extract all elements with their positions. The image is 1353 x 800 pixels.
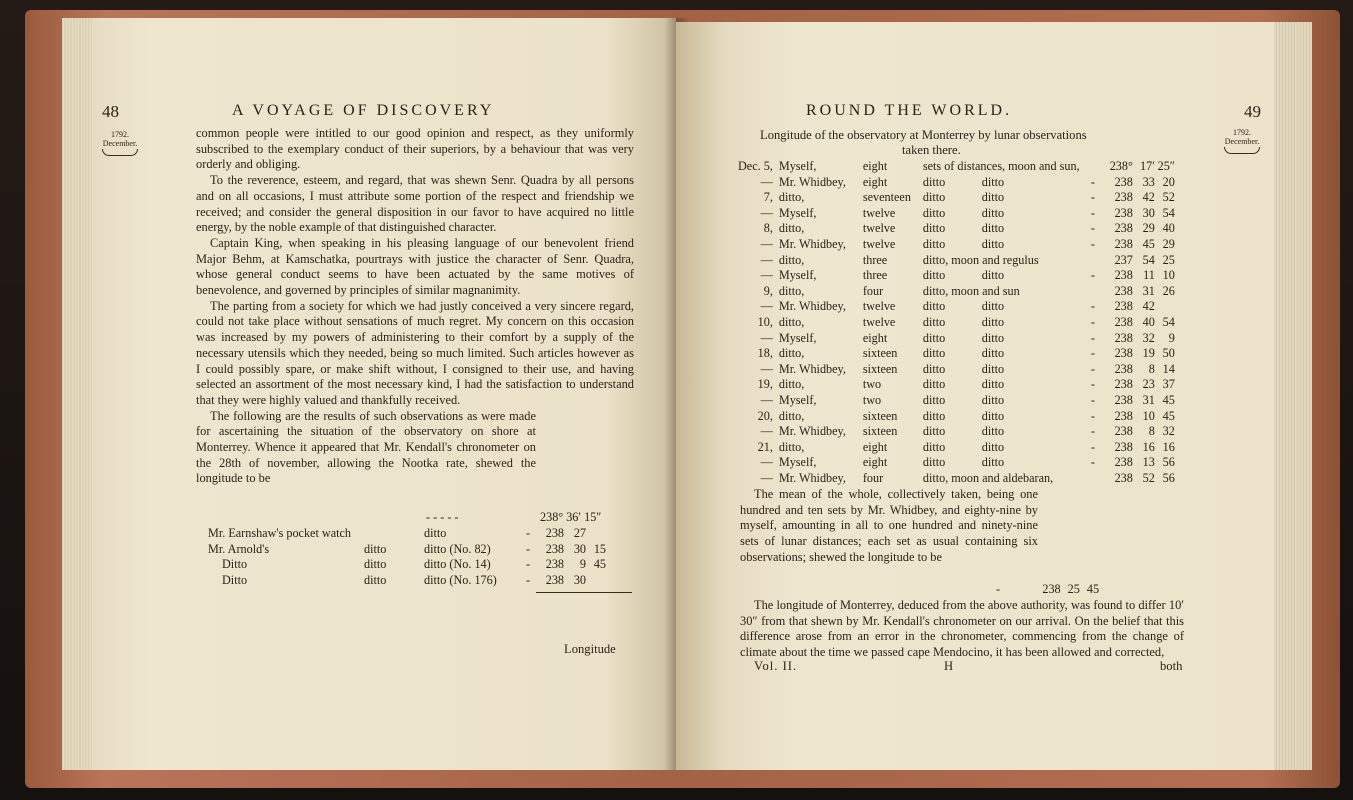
set-count: seventeen — [862, 190, 911, 205]
degrees: 238 — [1114, 283, 1133, 298]
paragraph: The parting from a society for which we had justly conceived a very sincere regard, could not take place without sensations of much regret. My concern on this occasion was increased by my powers of administering to their comfort by a supply of the necessary utensils which they needed, being so much limited. Such articles however as I could possibly spare, or make shift without, I consigned to their use, and having selected an assortment of the most necessary kind, I had the satisfaction to understand that they were highly valued and thankfully received. — [196, 298, 634, 407]
table-row — [738, 409, 1175, 425]
observer: Myself, — [778, 159, 817, 173]
obs-date: — — [760, 252, 773, 267]
dash — [1091, 284, 1103, 300]
paragraph: common people were intitled to our good opinion and respect, as they uniformly subscribed to the exemplary conduct of their superiors, by a behaviour that was very orderly and obliging. — [196, 126, 634, 172]
description: ditto ditto — [922, 455, 1005, 470]
table-row — [738, 315, 1175, 331]
catchword: both — [1160, 659, 1183, 673]
description: ditto (No. 14) — [424, 557, 491, 572]
sum-rule — [536, 592, 632, 593]
obs-date: 19, — [757, 377, 773, 392]
margin-month: December. — [102, 139, 138, 148]
obs-date: 8, — [763, 221, 773, 236]
obs-date: — — [760, 236, 773, 251]
degrees: 238 — [1042, 582, 1061, 596]
dash: - — [1090, 408, 1095, 423]
set-count: four — [862, 470, 884, 485]
table-row — [208, 526, 606, 542]
observer: ditto, — [778, 439, 805, 454]
dash: - — [526, 573, 531, 588]
table-row — [738, 362, 1175, 378]
dash: - — [1090, 190, 1095, 205]
degrees: 238 — [1114, 299, 1133, 314]
description: ditto ditto — [922, 268, 1005, 283]
paragraph: The longitude of Monterrey, deduced from the above authority, was found to differ 10′ 30″ from that shewn by Mr. Kendall's chronometer on our arrival. On the belief that this difference arose from an error in the chronometer, commencing from the change of climate about the time we passed cape Mendocino, it has been allowed and corrected, — [740, 598, 1184, 660]
table-row — [738, 331, 1175, 347]
degrees: 238 — [1114, 190, 1133, 205]
set-count: eight — [862, 330, 888, 345]
signature-vol: Vol. II. — [754, 659, 798, 673]
minutes: 8 — [1148, 424, 1155, 439]
dash: - — [526, 541, 531, 556]
minutes: 31 — [1142, 392, 1155, 407]
description: ditto — [424, 526, 447, 540]
description: ditto, moon and sun — [922, 283, 1020, 298]
running-head: ROUND THE WORLD. — [806, 102, 1013, 119]
description: ditto, moon and aldebaran, — [922, 470, 1054, 485]
seconds: 37 — [1162, 377, 1175, 392]
margin-date — [1220, 128, 1264, 154]
degrees: 238 — [1114, 392, 1133, 407]
degrees: 238 — [545, 573, 564, 588]
observer: ditto, — [778, 346, 805, 361]
set-count: two — [862, 392, 882, 407]
minutes: 32 — [1142, 330, 1155, 345]
degrees: 238 — [1114, 205, 1133, 220]
table-row — [208, 542, 606, 558]
instrument — [364, 526, 424, 542]
chronometer-name: Ditto — [222, 573, 248, 588]
page-edges-right — [1270, 22, 1312, 770]
margin-month: December. — [1224, 137, 1260, 146]
table-row — [738, 346, 1175, 362]
table-row — [208, 573, 606, 589]
table-row — [738, 440, 1175, 456]
page-number: 48 — [102, 102, 119, 121]
instrument: ditto — [364, 541, 387, 556]
description: ditto ditto — [922, 330, 1005, 345]
degrees: 237 — [1114, 252, 1133, 267]
seconds: 16 — [1162, 439, 1175, 454]
minutes: 8 — [1148, 361, 1155, 376]
seconds: 20 — [1162, 174, 1175, 189]
dash: - — [1090, 346, 1095, 361]
seconds: 45 — [1162, 408, 1175, 423]
minutes: 42 — [1142, 299, 1155, 314]
seconds: 54 — [1162, 205, 1175, 220]
seconds — [586, 573, 606, 589]
minutes: 54 — [1142, 252, 1155, 267]
obs-date: — — [760, 268, 773, 283]
obs-date: — — [760, 174, 773, 189]
minutes: 9 — [579, 557, 586, 572]
obs-date: 18, — [757, 346, 773, 361]
description: ditto ditto — [922, 408, 1005, 423]
description: ditto ditto — [922, 221, 1005, 236]
obs-date: — — [760, 205, 773, 220]
description: ditto ditto — [922, 205, 1005, 220]
dash: - — [1090, 268, 1095, 283]
dash: - — [1090, 205, 1095, 220]
table-row — [208, 557, 606, 573]
obs-date: — — [760, 330, 773, 345]
degrees: 238 — [545, 526, 564, 540]
seconds: 14 — [1162, 361, 1175, 376]
table-row — [738, 159, 1175, 175]
table-row — [738, 455, 1175, 471]
dash: - — [1090, 392, 1095, 407]
observer: Myself, — [778, 268, 817, 283]
margin-date — [98, 130, 142, 156]
set-count: eight — [862, 455, 888, 470]
description: ditto ditto — [922, 236, 1005, 251]
catchword: Longitude — [564, 642, 616, 656]
set-count: eight — [862, 439, 888, 454]
description: ditto ditto — [922, 299, 1005, 314]
left-page — [92, 18, 676, 770]
observer: ditto, — [778, 252, 805, 267]
set-count: twelve — [862, 221, 896, 236]
seconds: 10 — [1162, 268, 1175, 283]
observer: Myself, — [778, 392, 817, 407]
seconds: 40 — [1162, 221, 1175, 236]
observer: Mr. Whidbey, — [778, 470, 846, 485]
observer: ditto, — [778, 377, 805, 392]
observer: ditto, — [778, 314, 805, 329]
minutes: 25 — [1067, 582, 1080, 596]
table-row — [738, 471, 1175, 487]
min: 36′ — [566, 510, 582, 524]
minutes: 52 — [1142, 470, 1155, 485]
observer: ditto, — [778, 221, 805, 236]
paragraph: To the reverence, esteem, and regard, that was shewn Senr. Quadra by all persons and on all occasions, I must attribute some portion of the respect and friendship we received; and consider the general disposition in our favor to have acquired no little energy, by the noble example of that distinguished character. — [196, 173, 634, 235]
observer: Mr. Whidbey, — [778, 299, 846, 314]
degrees: 238 — [1114, 330, 1133, 345]
minutes: 33 — [1142, 174, 1155, 189]
degrees: 238 — [545, 557, 564, 572]
sec: 15″ — [584, 510, 602, 524]
chronometer-name: Mr. Arnold's — [208, 541, 270, 556]
table-row — [738, 299, 1175, 315]
obs-date: 10, — [757, 314, 773, 329]
dash — [1091, 159, 1103, 175]
mean-text — [740, 487, 1038, 566]
chronometer-name: Ditto — [222, 557, 248, 572]
table-row — [738, 377, 1175, 393]
chronometer-table — [208, 526, 606, 589]
body-text — [196, 126, 634, 487]
table-row — [738, 393, 1175, 409]
degrees: 238 — [1114, 408, 1133, 423]
minutes: 30 — [573, 541, 586, 556]
degrees: 238 — [1114, 470, 1133, 485]
degrees: 238 — [1114, 268, 1133, 283]
mean-value — [996, 582, 1099, 597]
dash: - — [1090, 455, 1095, 470]
minutes: 42 — [1142, 190, 1155, 205]
signature-mark: H — [944, 659, 954, 673]
observer: ditto, — [778, 190, 805, 205]
table-row — [738, 253, 1175, 269]
description: ditto, moon and regulus — [922, 252, 1039, 267]
table-title: Longitude of the observatory at Monterrey by lunar observations — [760, 128, 1087, 142]
dash: - — [1090, 236, 1095, 251]
obs-date: — — [760, 299, 773, 314]
margin-year: 1792. — [1233, 128, 1251, 137]
observer: Myself, — [778, 205, 817, 220]
seconds: 26 — [1162, 283, 1175, 298]
set-count: two — [862, 377, 882, 392]
minutes: 11 — [1143, 268, 1155, 283]
margin-year: 1792. — [111, 130, 129, 139]
degrees: 238 — [1114, 174, 1133, 189]
set-count: sixteen — [862, 346, 898, 361]
description: ditto ditto — [922, 424, 1005, 439]
description: ditto ditto — [922, 377, 1005, 392]
description: ditto ditto — [922, 392, 1005, 407]
minutes: 27 — [573, 526, 586, 540]
seconds: 45 — [1162, 392, 1175, 407]
obs-date: — — [760, 424, 773, 439]
dash: - — [1090, 174, 1095, 189]
dash: - — [1090, 314, 1095, 329]
degrees: 238 — [1114, 361, 1133, 376]
description: ditto ditto — [922, 439, 1005, 454]
minutes: 23 — [1142, 377, 1155, 392]
obs-date: — — [760, 455, 773, 470]
degrees: 238 — [1114, 236, 1133, 251]
obs-date: 7, — [763, 190, 773, 205]
seconds: 50 — [1162, 346, 1175, 361]
minutes: 31 — [1142, 283, 1155, 298]
obs-date: 20, — [757, 408, 773, 423]
right-page — [676, 22, 1274, 770]
observer: ditto, — [778, 283, 805, 298]
description: sets of distances, moon and sun, — [922, 159, 1080, 173]
dash: - — [1090, 221, 1095, 236]
set-count: three — [862, 252, 888, 267]
instrument: ditto — [364, 557, 387, 572]
seconds: 56 — [1162, 455, 1175, 470]
table-row — [738, 284, 1175, 300]
dash: - — [1090, 377, 1095, 392]
degrees: 238 — [1114, 314, 1133, 329]
seconds: 52 — [1162, 190, 1175, 205]
obs-date: 9, — [763, 283, 773, 298]
set-count: sixteen — [862, 361, 898, 376]
dash: - — [526, 557, 531, 572]
dash: - — [1090, 361, 1095, 376]
mean-paragraph: The mean of the whole, collectively taken, being one hundred and ten sets by Mr. Whidbey, and eighty-nine by myself, amounting in all to one hundred and ninety-nine sets of lunar distances; each set as usual containing six observations; shewed the longitude to be — [740, 487, 1038, 564]
degrees: 238 — [1114, 424, 1133, 439]
obs-date: 21, — [757, 439, 773, 454]
seconds: 45 — [1086, 582, 1100, 596]
paragraph: The following are the results of such observations as were made for ascertaining the situation of the observatory on shore at Monterrey. Whence it appeared that Mr. Kendall's chronometer on the 28th of november, allowing the Nootka rate, shewed the longitude to be — [196, 408, 536, 486]
degrees: 238° — [1109, 159, 1133, 173]
dash: - — [1090, 330, 1095, 345]
observer: Myself, — [778, 330, 817, 345]
body-text — [740, 598, 1184, 661]
running-head: A VOYAGE OF DISCOVERY — [232, 102, 495, 119]
set-count: twelve — [862, 205, 896, 220]
obs-date: — — [760, 361, 773, 376]
observer: Mr. Whidbey, — [778, 174, 846, 189]
table-title-cont: taken there. — [902, 143, 961, 157]
minutes: 30 — [1142, 205, 1155, 220]
dash: - — [526, 526, 531, 540]
minutes: 17′ — [1140, 159, 1155, 173]
seconds — [586, 526, 606, 542]
seconds: 54 — [1162, 314, 1175, 329]
observer: Myself, — [778, 455, 817, 470]
seconds — [1155, 299, 1175, 315]
description: ditto ditto — [922, 314, 1005, 329]
set-count: three — [862, 268, 888, 283]
observer: Mr. Whidbey, — [778, 361, 846, 376]
description: ditto (No. 176) — [424, 573, 497, 588]
seconds: 32 — [1162, 424, 1175, 439]
minutes: 29 — [1142, 221, 1155, 236]
minutes: 45 — [1142, 236, 1155, 251]
obs-date: — — [760, 470, 773, 485]
dash — [1091, 253, 1103, 269]
seconds: 25″ — [1157, 159, 1175, 173]
degrees: 238 — [1114, 377, 1133, 392]
table-row — [738, 424, 1175, 440]
set-count: twelve — [862, 236, 896, 251]
degrees: 238 — [1114, 455, 1133, 470]
observer: Mr. Whidbey, — [778, 236, 846, 251]
minutes: 30 — [573, 573, 586, 588]
page-number: 49 — [1244, 102, 1261, 121]
set-count: sixteen — [862, 408, 898, 423]
minutes: 10 — [1142, 408, 1155, 423]
paragraph: Captain King, when speaking in his pleasing language of our benevolent friend Major Behm, at Kamschatka, pourtrays with justice the character of Senr. Quadra, whose general conduct seems to have been actuated by the same motives of benevolence, and governed by principles of similar magnanimity. — [196, 235, 634, 298]
chronometer-name: Mr. Earnshaw's pocket watch — [208, 526, 351, 540]
dash: - — [1090, 424, 1095, 439]
observer: Mr. Whidbey, — [778, 424, 846, 439]
seconds: 56 — [1162, 470, 1175, 485]
description: ditto ditto — [922, 174, 1005, 189]
obs-date: Dec. 5, — [738, 159, 773, 173]
set-count: sixteen — [862, 424, 898, 439]
degrees: 238 — [1114, 221, 1133, 236]
margin-brace — [1224, 147, 1260, 154]
set-count: four — [862, 283, 884, 298]
minutes: 16 — [1142, 439, 1155, 454]
description: ditto ditto — [922, 346, 1005, 361]
set-count: twelve — [862, 314, 896, 329]
seconds: 15 — [593, 541, 606, 556]
description: ditto ditto — [922, 361, 1005, 376]
table-row — [738, 268, 1175, 284]
seconds: 45 — [593, 557, 606, 572]
longitude-first-dashes: - - - - - — [426, 510, 459, 524]
seconds: 29 — [1162, 236, 1175, 251]
table-row — [738, 221, 1175, 237]
description: ditto ditto — [922, 190, 1005, 205]
dash: - — [996, 582, 1001, 596]
set-count: twelve — [862, 299, 896, 314]
minutes: 19 — [1142, 346, 1155, 361]
degrees: 238 — [1114, 439, 1133, 454]
longitude-first-value — [540, 510, 601, 525]
table-row — [738, 190, 1175, 206]
set-count: eight — [862, 159, 888, 173]
dash — [1091, 471, 1103, 487]
minutes: 13 — [1142, 455, 1155, 470]
deg: 238° — [540, 510, 564, 524]
minutes: 40 — [1142, 314, 1155, 329]
description: ditto (No. 82) — [424, 541, 491, 556]
set-count: eight — [862, 174, 888, 189]
seconds: 25 — [1162, 252, 1175, 267]
table-row — [738, 237, 1175, 253]
degrees: 238 — [1114, 346, 1133, 361]
dash: - — [1090, 439, 1095, 454]
dash: - — [1090, 299, 1095, 314]
seconds: 9 — [1168, 330, 1175, 345]
degrees: 238 — [545, 541, 564, 556]
margin-brace — [102, 149, 138, 156]
instrument: ditto — [364, 573, 387, 588]
lunar-observations-table — [738, 159, 1175, 486]
observer: ditto, — [778, 408, 805, 423]
obs-date: — — [760, 392, 773, 407]
table-row — [738, 175, 1175, 191]
table-row — [738, 206, 1175, 222]
